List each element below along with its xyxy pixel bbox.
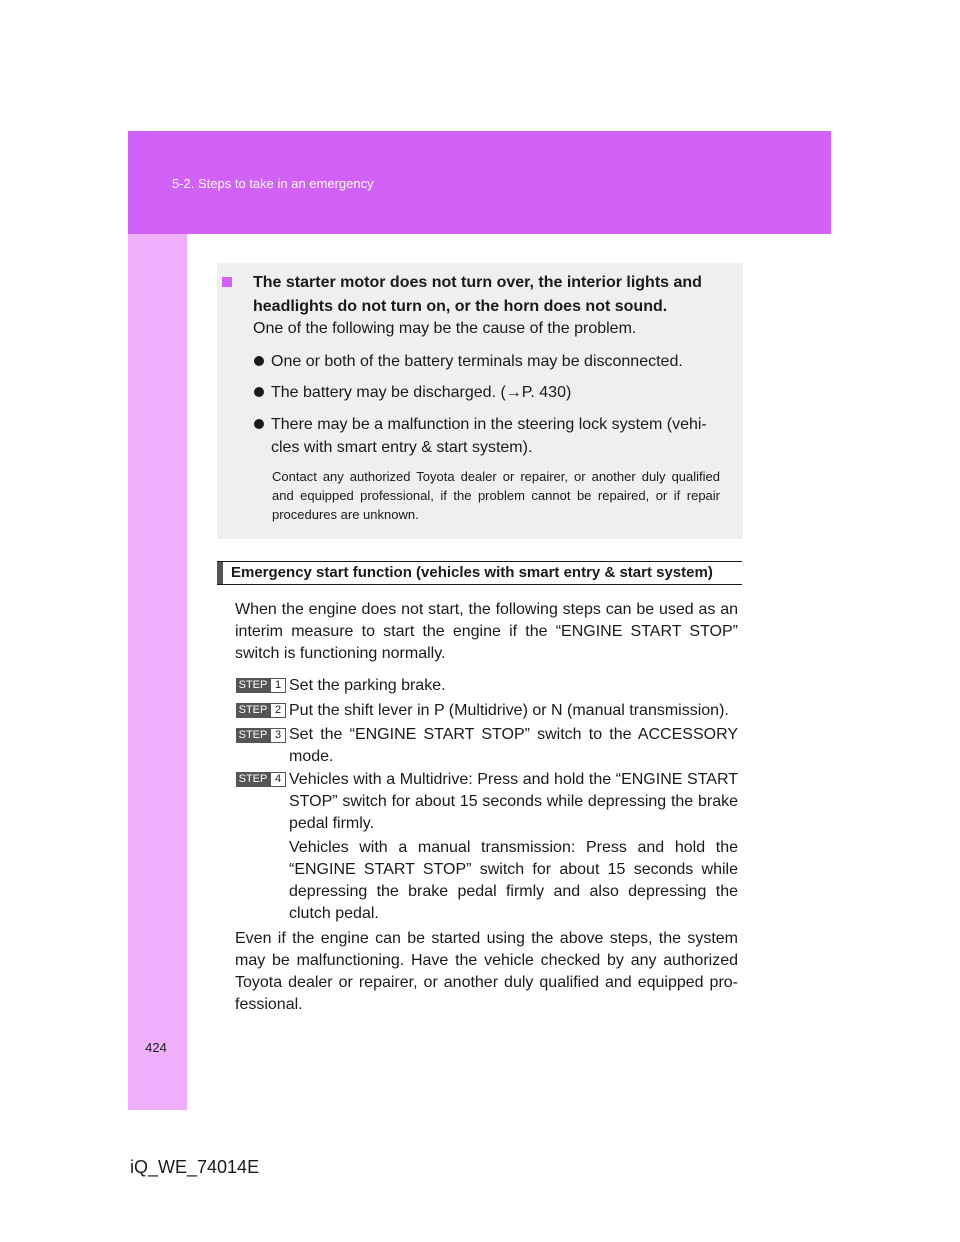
step-badge-2: STEP 2 [236,703,286,718]
step-text-1: Set the parking brake. [289,677,446,694]
box-note: Contact any authorized Toyota dealer or repairer, or another duly qualified and equipped professional, if the problem cannot be repaired, or if repair procedures are unknown. [272,469,720,522]
step-text-4: Vehicles with a Multidrive: Press and hold the “ENGINE START STOP” switch for about 15 seconds while depressing the brake pedal firmly. [289,771,738,832]
bullet-dot-icon [254,387,264,397]
step-text-3: Set the “ENGINE START STOP” switch to the ACCESSORY mode. [289,726,738,765]
step-badge-1: STEP 1 [236,678,286,693]
troubleshooting-box: The starter motor does not turn over, the interior lights and headlights do not turn on, or the horn does not sound. One of the following may be the cause of the problem. One or both of the battery terminals may be disconnected. The battery may be discharged. (→P. 430) There may be a malfunction in the steering lock system (vehi-cles with smart entry & start system). Contact any authorized Toyota dealer or repairer, or another duly qualified and equipped professional, if the problem cannot be repaired, or if repair procedures are unknown. [217,263,743,539]
step-badge-3: STEP 3 [236,728,286,743]
step-text-2: Put the shift lever in P (Multidrive) or N (manual transmission). [289,702,729,719]
section-heading-bar [217,561,742,585]
side-margin-strip [128,234,187,1110]
page-number: 424 [145,1040,167,1055]
section-breadcrumb: 5-2. Steps to take in an emergency [172,176,374,191]
section-title: Emergency start function (vehicles with smart entry & start system) [231,564,713,581]
step-badge-4: STEP 4 [236,772,286,787]
closing-paragraph: Even if the engine can be started using the above steps, the system may be malfunctioning. Have the vehicle checked by any authorized Toyota dealer or repairer, or another duly qualified and equipped pro-fessional. [235,930,738,1013]
section-intro: When the engine does not start, the following steps can be used as an interim measure to start the engine if the “ENGINE START STOP” switch is functioning normally. [235,601,738,662]
bullet-dot-icon [254,419,264,429]
bullet-dot-icon [254,356,264,366]
step-text-4-manual: Vehicles with a manual transmission: Press and hold the “ENGINE START STOP” switch for about 15 seconds while depressing the brake pedal firmly and also depressing the clutch pedal. [289,839,738,922]
section-marker-icon [217,562,223,584]
box-intro: One of the following may be the cause of the problem. [253,320,637,337]
square-bullet-icon [222,277,232,287]
document-code: iQ_WE_74014E [130,1157,260,1177]
box-heading: The starter motor does not turn over, the interior lights and headlights do not turn on, or the horn does not sound. [253,274,702,315]
